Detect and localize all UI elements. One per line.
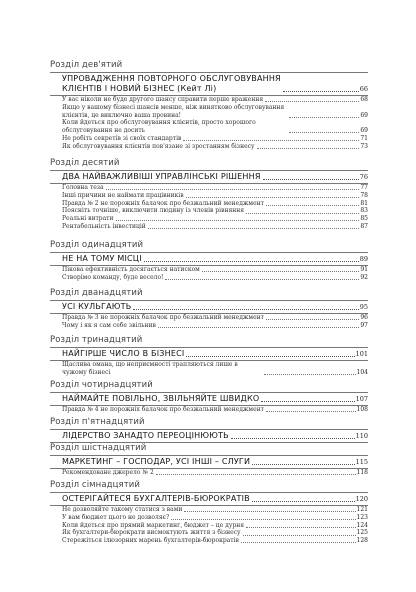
entry-list — [62, 314, 368, 330]
dot-leader — [283, 91, 359, 92]
entry-text: Створімо команду, буде весело! — [62, 273, 164, 281]
toc-section-13 — [50, 335, 368, 377]
section-title-row — [50, 429, 368, 443]
entry-page-number: 128 — [356, 537, 368, 545]
dot-leader — [148, 228, 360, 229]
entry-list — [62, 506, 368, 545]
entry-text: Рентабельність інвестицій — [62, 222, 146, 230]
toc-entry — [62, 143, 368, 151]
section-title-row — [50, 72, 368, 96]
entry-page-number: 92 — [360, 273, 368, 281]
dot-leader — [202, 271, 360, 272]
toc-entry — [62, 223, 368, 231]
entry-page-number: 69 — [360, 111, 368, 119]
section-page-number: 95 — [359, 303, 368, 311]
entry-text: Чому і як я сам себе звільнив — [62, 321, 156, 329]
dot-leader — [241, 542, 356, 543]
section-label: Розділ чотирнадцятий — [50, 380, 153, 390]
toc-entry — [62, 469, 368, 477]
dot-leader — [231, 438, 355, 439]
toc-entry — [62, 184, 368, 192]
entry-text: Стережіться ілюзорних марень бухгалтерів-бюрократів — [62, 537, 239, 545]
entry-page-number: 77 — [360, 184, 368, 191]
section-label: Розділ шістнадцятий — [50, 443, 147, 453]
entry-page-number: 124 — [356, 521, 368, 529]
dot-leader — [171, 519, 355, 520]
dot-leader — [184, 511, 355, 512]
entry-list — [62, 266, 368, 282]
entry-text: Коли йдеться про обслуговування клієнтів, просто хорошого обслуговування не досить — [62, 119, 256, 135]
dot-leader — [183, 140, 359, 141]
section-page-number: 115 — [355, 458, 368, 466]
section-title-row — [50, 170, 368, 184]
dot-leader — [246, 527, 356, 528]
section-title-row — [50, 347, 368, 361]
toc-entry — [62, 200, 368, 208]
section-title: НАЙМАЙТЕ ПОВІЛЬНО, ЗВІЛЬНЯЙТЕ ШВИДКО — [62, 394, 260, 403]
toc-entry — [62, 514, 368, 522]
dot-leader — [156, 474, 356, 475]
dot-leader — [264, 374, 356, 375]
section-label: Розділ сімнадцятий — [50, 480, 141, 490]
dot-leader — [266, 205, 359, 206]
section-label: Розділ дев'ятий — [50, 60, 123, 70]
entry-list — [62, 96, 368, 151]
entry-page-number: 108 — [356, 406, 368, 413]
entry-list — [62, 184, 368, 231]
dot-leader — [266, 319, 359, 320]
dot-leader — [265, 101, 359, 102]
dot-leader — [252, 464, 354, 465]
dot-leader — [186, 197, 360, 198]
toc-entry — [62, 274, 368, 282]
toc-entry — [62, 406, 368, 414]
section-page-number: 101 — [355, 350, 368, 358]
section-title: НАЙГІРШЕ ЧИСЛО В БІЗНЕСІ — [62, 349, 185, 358]
section-title: НЕ НА ТОМУ МІСЦІ — [62, 254, 142, 263]
entry-text: Не робіть секретів зі своїх стандартів — [62, 134, 182, 142]
section-page-number: 89 — [359, 255, 368, 263]
toc-entry — [62, 96, 368, 104]
entry-page-number: 125 — [356, 529, 368, 537]
entry-text: Реальні витрати — [62, 215, 114, 223]
entry-page-number: 83 — [360, 207, 368, 215]
section-label: Розділ дванадцятий — [50, 288, 143, 298]
entry-page-number: 121 — [356, 506, 368, 513]
dot-leader — [252, 501, 355, 502]
entry-text: Правда № 4 не порожніх балачок про безжальний менеджмент — [62, 406, 264, 413]
dot-leader — [144, 261, 359, 262]
toc-entry — [62, 266, 368, 274]
section-title-line-1: УПРОВАДЖЕННЯ ПОВТОРНОГО ОБСЛУГОВУВАННЯ — [62, 74, 281, 83]
entry-text: Не дозволяйте такому статися з вами — [62, 506, 183, 513]
entry-page-number: 118 — [356, 469, 368, 476]
section-title-row — [50, 455, 368, 469]
toc-section-16 — [50, 443, 368, 477]
toc-section-9 — [50, 60, 368, 151]
entry-text: Рекомендоване джерело № 2 — [62, 469, 154, 476]
dot-leader — [133, 309, 358, 310]
section-page-number: 120 — [355, 495, 368, 503]
dot-leader — [266, 411, 356, 412]
entry-text: Головна теза — [62, 184, 104, 191]
entry-page-number: 97 — [360, 321, 368, 329]
section-title-line-2: КЛІЄНТІВ І НОВИЙ БІЗНЕС (Кейт Лі) — [62, 84, 217, 93]
toc-entry — [62, 314, 368, 322]
dot-leader — [165, 279, 359, 280]
entry-page-number: 104 — [356, 368, 368, 376]
dot-leader — [289, 117, 359, 118]
entry-text: У вас ніколи не буде другого шансу справити перше враження — [62, 96, 264, 103]
dot-leader — [289, 132, 359, 133]
entry-text: Щаслива омана, що неприємності трапляються лише в чужому бізнесі — [62, 361, 238, 376]
dot-leader — [106, 189, 360, 190]
toc-entry — [62, 192, 368, 200]
section-title — [62, 74, 281, 94]
entry-page-number: 91 — [360, 266, 368, 273]
toc-entry — [62, 135, 368, 143]
entry-text: Поясніть точніше, виключити людину із членів рівняння — [62, 207, 245, 215]
toc-entry — [62, 529, 368, 537]
dot-leader — [158, 327, 360, 328]
section-title: МАРКЕТИНГ – ГОСПОДАР, УСІ ІНШІ – СЛУГИ — [62, 457, 251, 466]
toc-entry — [62, 207, 368, 215]
section-page-number: 76 — [359, 173, 368, 181]
toc-section-15 — [50, 417, 368, 443]
entry-text: Правда № 2 не порожніх балачок про безжальний менеджмент — [62, 199, 264, 207]
toc-section-10 — [50, 158, 368, 231]
dot-leader — [263, 179, 359, 180]
toc-section-17 — [50, 480, 368, 545]
entry-page-number: 78 — [360, 191, 368, 199]
section-title-row — [50, 252, 368, 266]
section-label: Розділ тринадцятий — [50, 335, 143, 345]
section-title-row — [50, 492, 368, 506]
section-title: УСІ КУЛЬГАЮТЬ — [62, 302, 132, 311]
dot-leader — [186, 356, 354, 357]
entry-page-number: 87 — [360, 222, 368, 230]
section-page-number: 66 — [359, 85, 368, 93]
entry-page-number: 85 — [360, 215, 368, 223]
entry-list — [62, 469, 368, 477]
toc-entry — [62, 522, 368, 530]
toc-entry — [62, 104, 368, 120]
entry-page-number: 71 — [360, 134, 368, 142]
section-page-number: 107 — [355, 395, 368, 403]
entry-text: Коли йдеться про прямий маркетинг, бюджет – це дурня — [62, 521, 244, 529]
dot-leader — [243, 535, 356, 536]
section-title: ДВА НАЙВАЖЛИВІШІ УПРАВЛІНСЬКІ РІШЕННЯ — [62, 172, 261, 181]
entry-list — [62, 361, 368, 377]
dot-leader — [116, 220, 360, 221]
section-label: Розділ одинадцятий — [50, 240, 144, 250]
toc-entry — [62, 537, 368, 545]
entry-text: Якщо у вашому бізнесі шансів менше, ніж винятково обслуговування клієнтів, це виключно ваша провина! — [62, 103, 285, 119]
entry-page-number: 73 — [360, 142, 368, 150]
toc-entry — [62, 322, 368, 330]
toc-section-14 — [50, 380, 368, 414]
entry-text: Правда № 3 не порожніх балачок про безжальний менеджмент — [62, 314, 264, 321]
section-label: Розділ п'ятнадцятий — [50, 417, 145, 427]
entry-page-number: 81 — [360, 199, 368, 207]
entry-page-number: 69 — [360, 127, 368, 135]
toc-section-12 — [50, 288, 368, 330]
dot-leader — [246, 213, 359, 214]
entry-text: У вам бюджет цього не дозволяє? — [62, 513, 170, 521]
section-title: ОСТЕРІГАЙТЕСЯ БУХГАЛТЕРІВ-БЮРОКРАТІВ — [62, 494, 250, 503]
entry-text: Інші причини не наймати працівників — [62, 191, 184, 199]
section-label: Розділ десятий — [50, 158, 120, 168]
toc-entry — [62, 506, 368, 514]
entry-text: Як бухгалтери-бюрократи висмоктують життя з бізнесу — [62, 529, 241, 537]
dot-leader — [261, 401, 354, 402]
section-page-number: 110 — [355, 432, 368, 440]
entry-text: Пікова ефективність досягається натиском — [62, 266, 200, 273]
entry-text: Як обслуговування клієнтів пов'язане зі зростанням бізнесу — [62, 142, 255, 150]
entry-page-number: 96 — [360, 314, 368, 321]
section-title-row — [50, 392, 368, 406]
dot-leader — [257, 148, 360, 149]
entry-page-number: 68 — [360, 96, 368, 103]
entry-page-number: 123 — [356, 513, 368, 521]
toc-entry — [62, 119, 368, 135]
section-title-row — [50, 300, 368, 314]
toc-entry — [62, 361, 368, 377]
entry-list — [62, 406, 368, 414]
toc-entry — [62, 215, 368, 223]
toc-section-11 — [50, 240, 368, 282]
section-title: ЛІДЕРСТВО ЗАНАДТО ПЕРЕОЦІНЮЮТЬ — [62, 431, 229, 440]
